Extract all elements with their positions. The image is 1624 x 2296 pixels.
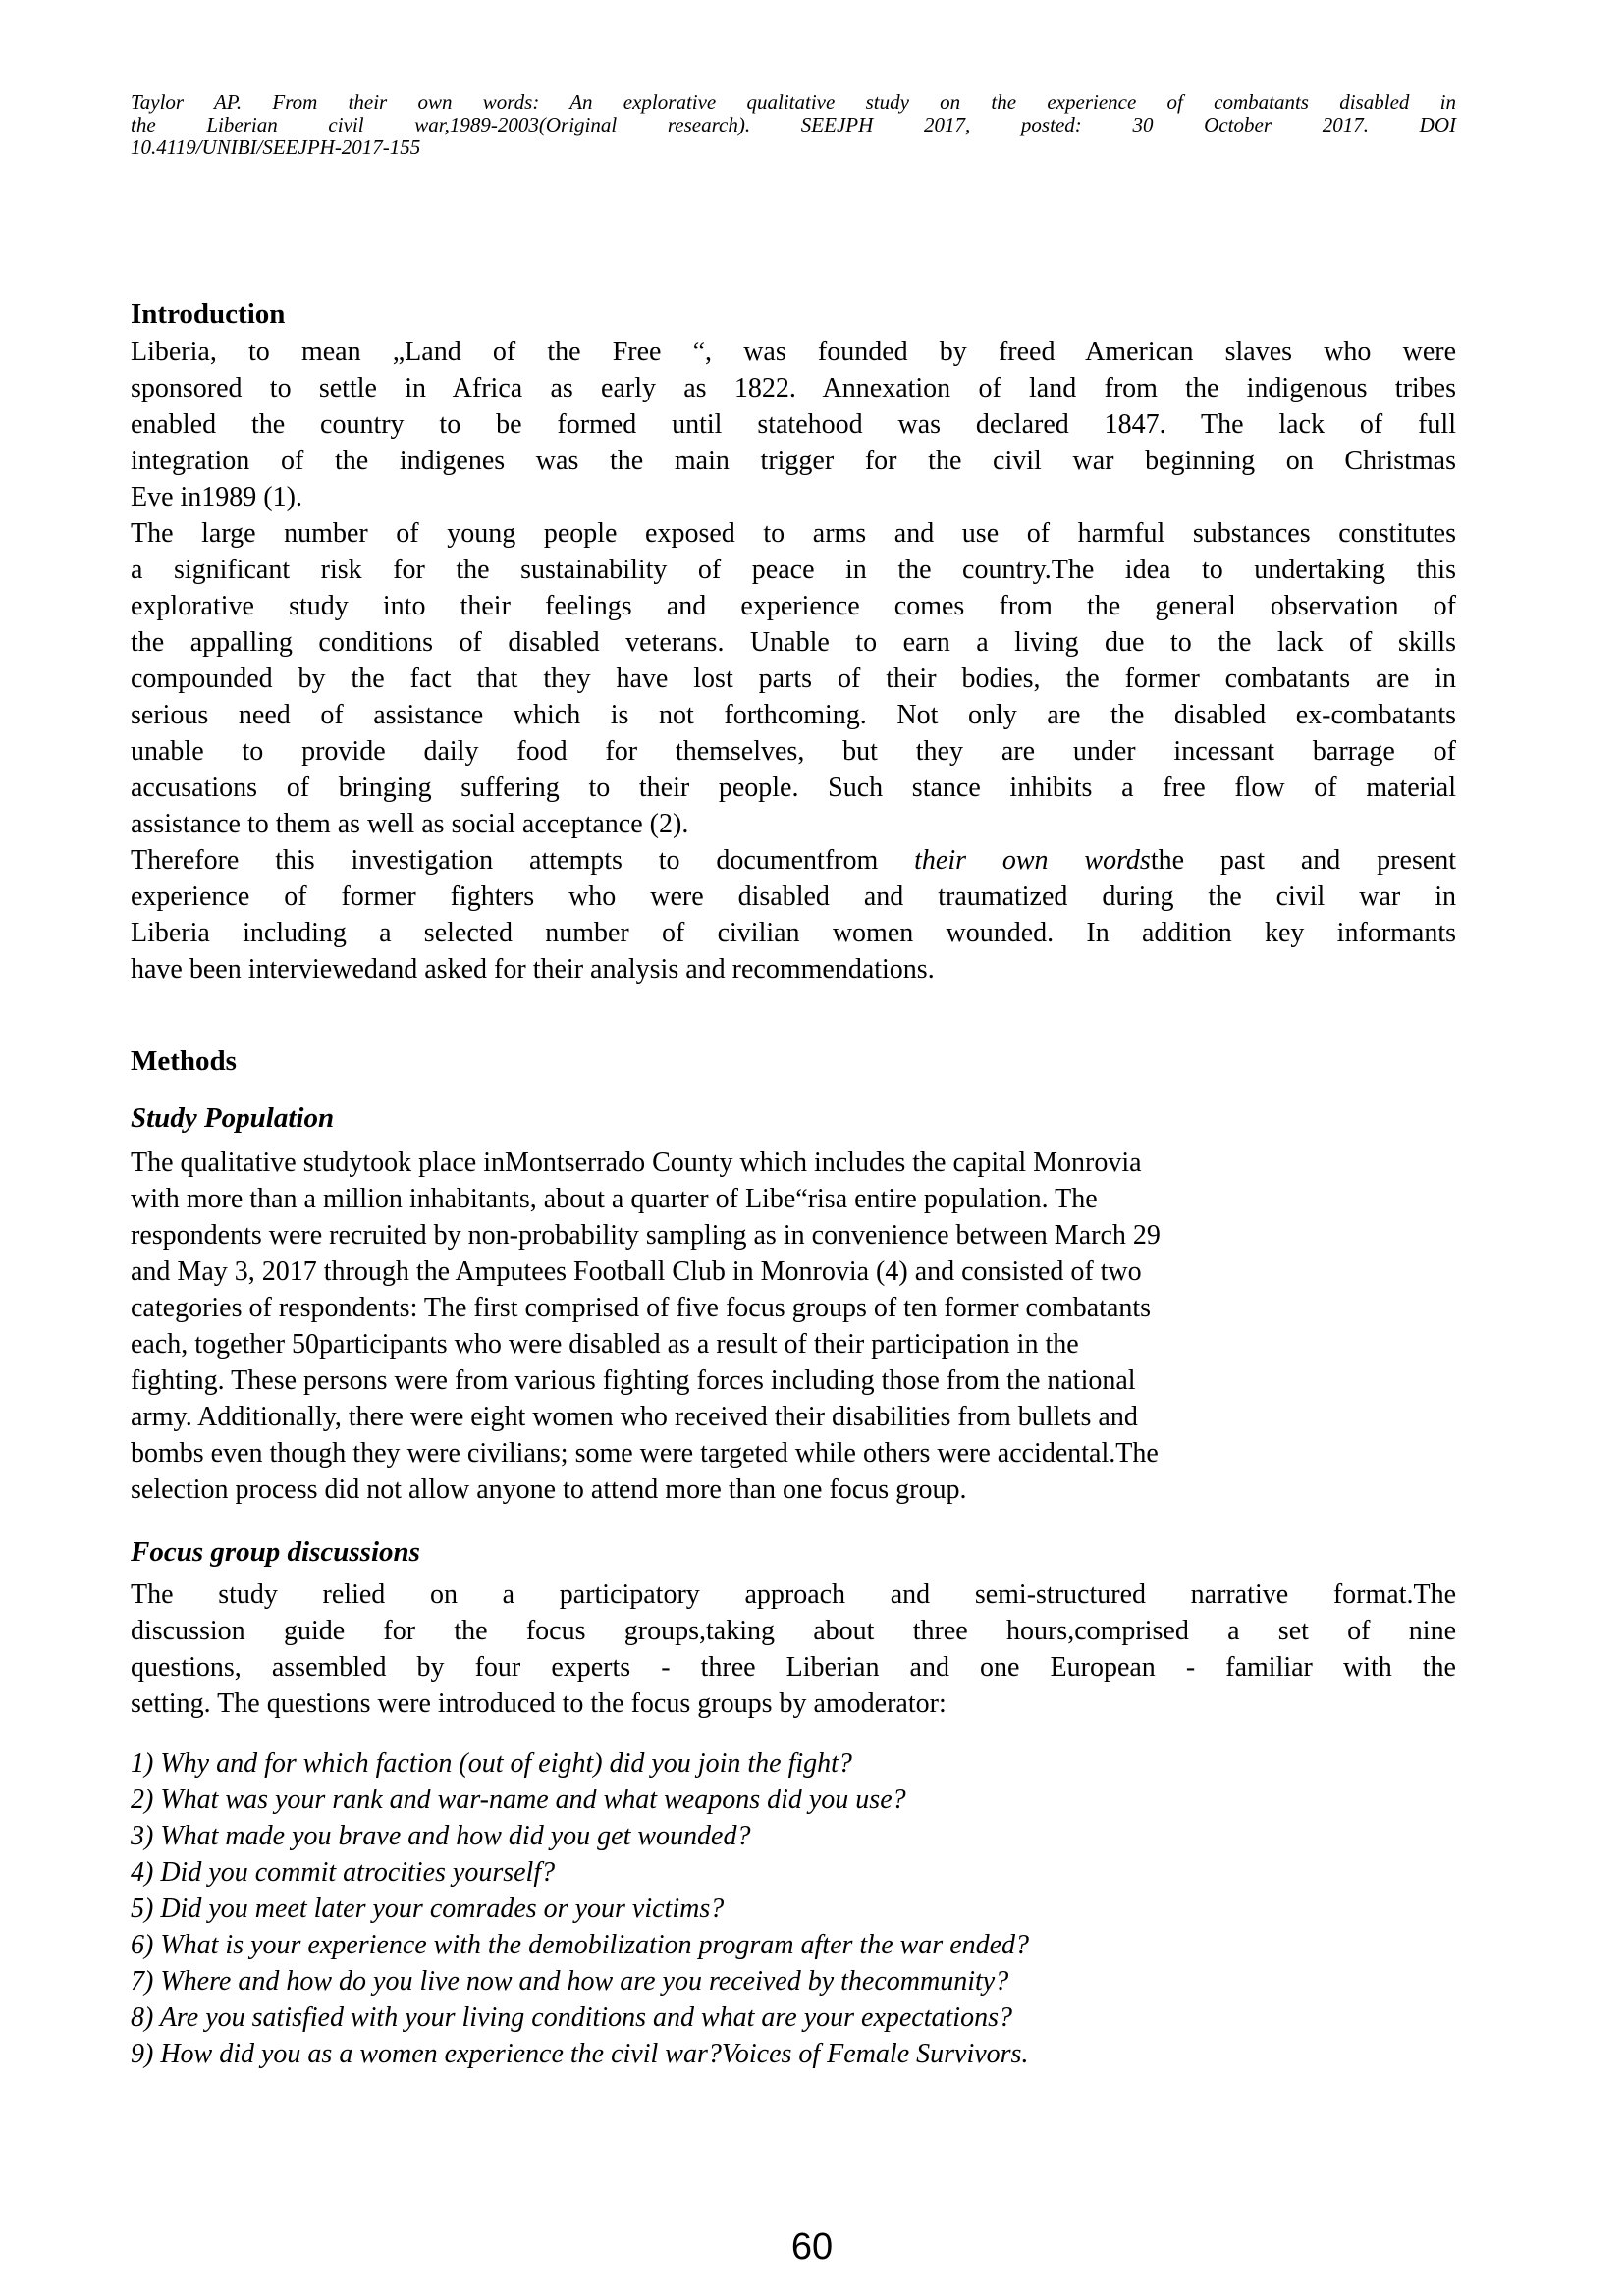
question-item: 7) Where and how do you live now and how are you received by thecommunity?: [131, 1966, 1009, 1997]
question-item: 3) What made you brave and how did you get wounded?: [131, 1821, 751, 1851]
text-line: questions, assembled by four experts - three Liberian and one European - familiar with the: [131, 1652, 1456, 1682]
text-line: selection process did not allow anyone to attend more than one focus group.: [131, 1474, 967, 1505]
question-item: 6) What is your experience with the demobilization program after the war ended?: [131, 1930, 1030, 1960]
intro-paragraph-3: [131, 842, 1456, 988]
focus-group-questions-list: [131, 1745, 1456, 2072]
text-line: respondents were recruited by non-probability sampling as in convenience between March 29: [131, 1220, 1161, 1251]
text-line: The study relied on a participatory approach and semi-structured narrative format.The: [131, 1579, 1456, 1610]
text-line: each, together 50participants who were disabled as a result of their participation in the: [131, 1329, 1079, 1360]
text-line: Liberia including a selected number of civilian women wounded. In addition key informants: [131, 918, 1456, 948]
text-line: assistance to them as well as social acceptance (2).: [131, 809, 689, 839]
question-item: 4) Did you commit atrocities yourself?: [131, 1857, 556, 1888]
intro-paragraph-1: [131, 334, 1456, 515]
text-line: discussion guide for the focus groups,taking about three hours,comprised a set of nine: [131, 1616, 1456, 1646]
text-line: unable to provide daily food for themselves, but they are under incessant barrage of: [131, 736, 1456, 767]
text-line: [131, 842, 1456, 879]
text-line: army. Additionally, there were eight women who received their disabilities from bullets and: [131, 1402, 1138, 1432]
intro-paragraph-2: [131, 515, 1456, 842]
question-item: 5) Did you meet later your comrades or your victims?: [131, 1894, 725, 1924]
text-line: bombs even though they were civilians; some were targeted while others were accidental.The: [131, 1438, 1159, 1468]
text-segment: the past and present: [1150, 845, 1456, 876]
text-line: categories of respondents: The first comprised of five focus groups of ten former combatants: [131, 1293, 1152, 1323]
text-line: sponsored to settle in Africa as early as 1822. Annexation of land from the indigenous tribes: [131, 373, 1456, 403]
subsection-heading-focus-group-discussions: Focus group discussions: [131, 1536, 420, 1568]
focus-group-paragraph: [131, 1576, 1456, 1722]
subsection-heading-study-population: Study Population: [131, 1102, 335, 1134]
text-line: Taylor AP. From their own words: An explorative qualitative study on the experience of combatants disabled in: [131, 90, 1456, 114]
text-line: and May 3, 2017 through the Amputees Football Club in Monrovia (4) and consisted of two: [131, 1256, 1142, 1287]
text-line: the Liberian civil war,1989-2003(Original research). SEEJPH 2017, posted: 30 October 2017. DOI: [131, 113, 1456, 136]
text-segment: Therefore this investigation attempts to documentfrom: [131, 845, 915, 876]
question-item: 9) How did you as a women experience the civil war?Voices of Female Survivors.: [131, 2039, 1029, 2069]
question-item: 1) Why and for which faction (out of eight) did you join the fight?: [131, 1748, 852, 1779]
text-line: integration of the indigenes was the main trigger for the civil war beginning on Christmas: [131, 446, 1456, 476]
text-line: a significant risk for the sustainability of peace in the country.The idea to undertaking this: [131, 555, 1456, 585]
text-line: 10.4119/UNIBI/SEEJPH-2017-155: [131, 135, 421, 159]
section-heading-methods: Methods: [131, 1045, 237, 1077]
page-number: 60: [790, 2226, 834, 2268]
running-head-citation: [131, 91, 1456, 159]
study-population-paragraph: [131, 1145, 1456, 1508]
text-line: setting. The questions were introduced to the focus groups by amoderator:: [131, 1688, 947, 1719]
text-line: enabled the country to be formed until statehood was declared 1847. The lack of full: [131, 409, 1456, 440]
text-line: Liberia, to mean „Land of the Free “, was founded by freed American slaves who were: [131, 337, 1456, 367]
text-line: accusations of bringing suffering to their people. Such stance inhibits a free flow of material: [131, 773, 1456, 803]
text-line: experience of former fighters who were disabled and traumatized during the civil war in: [131, 881, 1456, 912]
text-line: with more than a million inhabitants, about a quarter of Libe“risa entire population. The: [131, 1184, 1098, 1214]
text-line: The qualitative studytook place inMontserrado County which includes the capital Monrovia: [131, 1148, 1142, 1178]
text-line: have been interviewedand asked for their analysis and recommendations.: [131, 954, 935, 985]
italic-phrase-their-own-words: their own words: [914, 845, 1151, 876]
text-line: fighting. These persons were from various fighting forces including those from the national: [131, 1365, 1136, 1396]
text-line: The large number of young people exposed to arms and use of harmful substances constitutes: [131, 518, 1456, 549]
text-line: the appalling conditions of disabled veterans. Unable to earn a living due to the lack of skills: [131, 627, 1456, 658]
text-line: Eve in1989 (1).: [131, 482, 302, 512]
text-line: serious need of assistance which is not forthcoming. Not only are the disabled ex-combatants: [131, 700, 1456, 730]
page-content: [131, 0, 1456, 2072]
text-line: compounded by the fact that they have lost parts of their bodies, the former combatants are in: [131, 664, 1456, 694]
section-heading-introduction: Introduction: [131, 298, 286, 330]
question-item: 8) Are you satisfied with your living conditions and what are your expectations?: [131, 2002, 1012, 2033]
question-item: 2) What was your rank and war-name and what weapons did you use?: [131, 1785, 906, 1815]
text-line: explorative study into their feelings and experience comes from the general observation of: [131, 591, 1456, 621]
